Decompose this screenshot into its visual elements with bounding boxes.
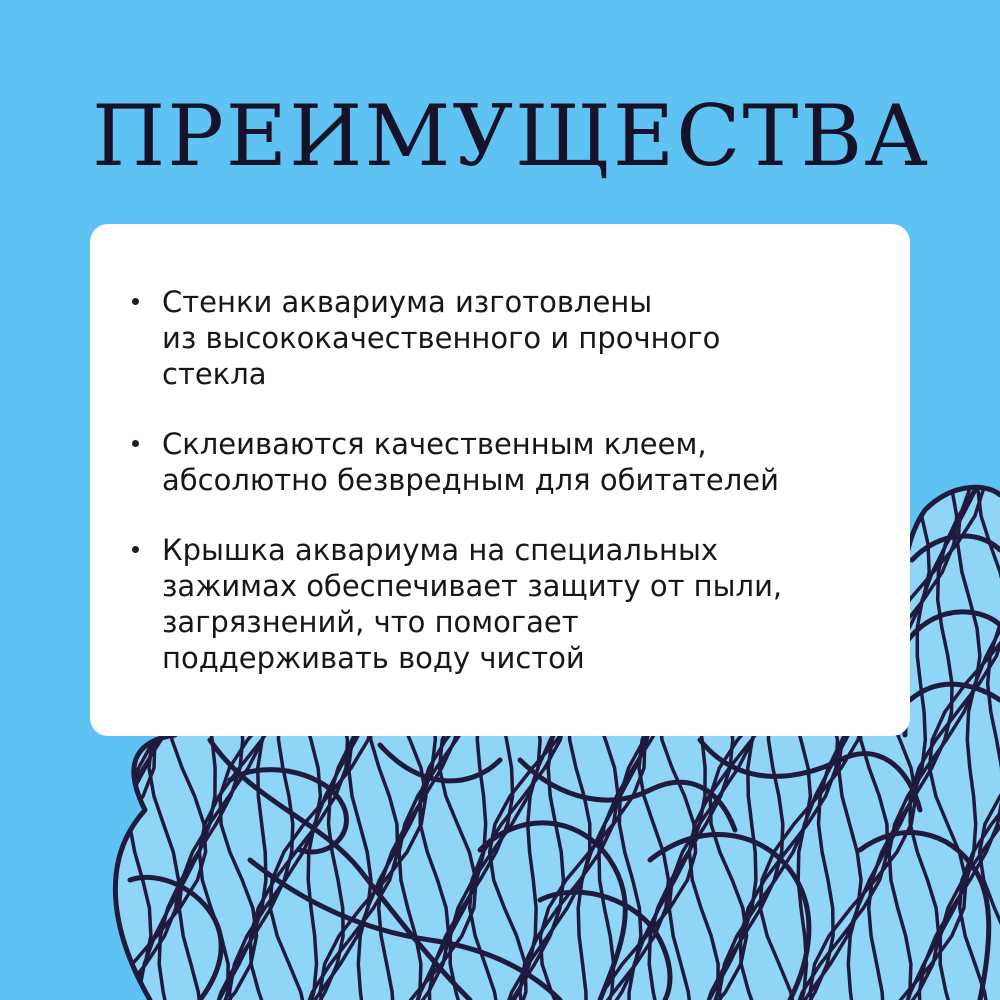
benefits-card (90, 224, 910, 736)
coral-hatch-line (0, 460, 91, 1000)
bullet-icon (132, 546, 139, 553)
benefit-item (162, 532, 862, 676)
benefit-text-line: абсолютно безвредным для обитателей (162, 463, 779, 497)
benefit-text-line: поддерживать воду чистой (162, 641, 585, 675)
bullet-icon (132, 298, 139, 305)
benefit-text-line: Стенки аквариума изготовлены (162, 285, 653, 319)
page-title: ПРЕИМУЩЕСТВА (92, 87, 930, 185)
benefit-text-line: из высококачественного и прочного (162, 321, 721, 355)
benefit-text-line: Крышка аквариума на специальных (162, 533, 719, 567)
benefit-text-line: зажимах обеспечивает защиту от пыли, (162, 569, 783, 603)
benefit-item (162, 426, 862, 498)
benefit-text-line: стекла (162, 357, 267, 391)
benefit-item (162, 284, 862, 392)
benefit-text-line: Склеиваются качественным клеем, (162, 427, 707, 461)
coral-hatch-line (0, 460, 64, 1000)
benefit-text-line: загрязнений, что помогает (162, 605, 579, 639)
bullet-icon (132, 440, 139, 447)
benefits-list (162, 284, 862, 710)
